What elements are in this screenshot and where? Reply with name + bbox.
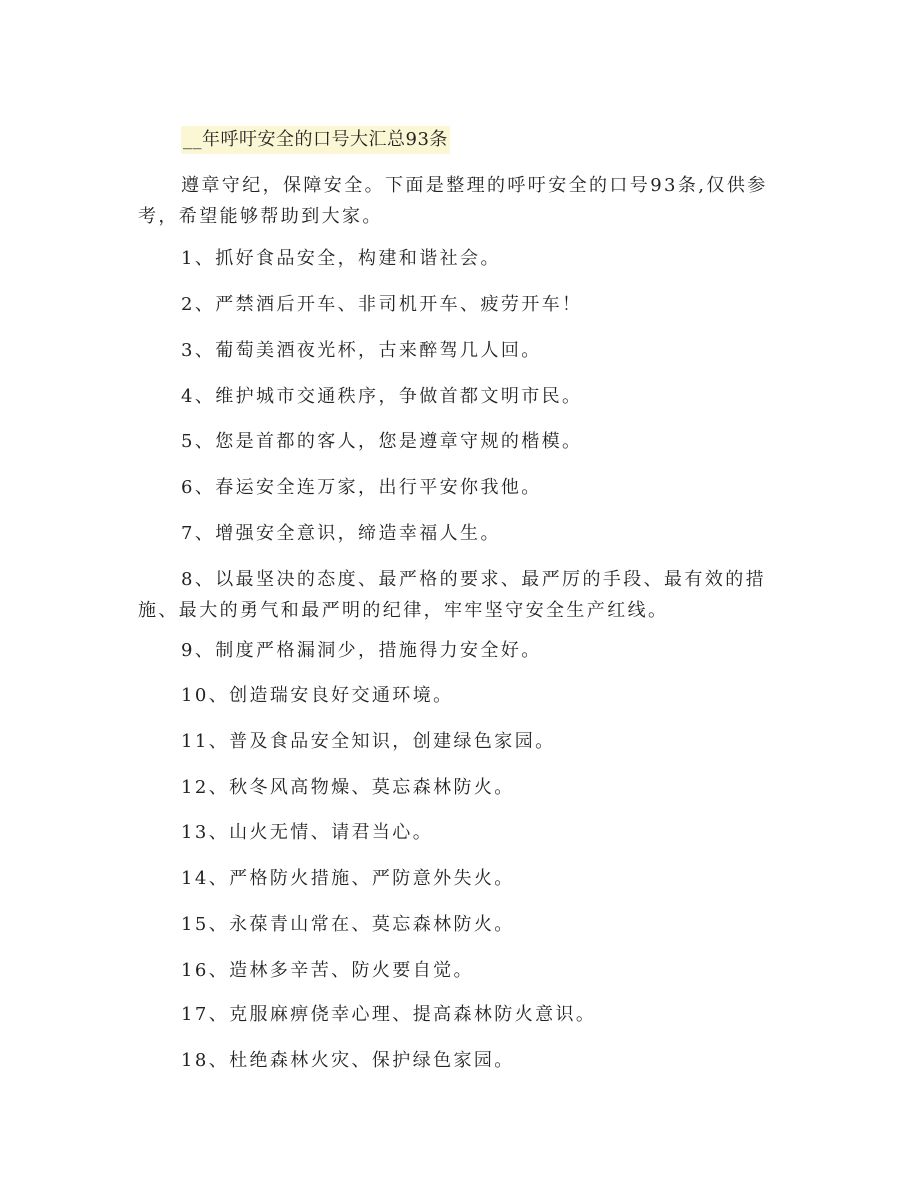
list-item: 6、春运安全连万家，出行平安你我他。 <box>181 477 542 498</box>
list-item: 4、维护城市交通秩序，争做首都文明市民。 <box>181 386 583 407</box>
list-item: 9、制度严格漏洞少，措施得力安全好。 <box>181 640 542 661</box>
list-item: 15、永葆青山常在、莫忘森林防火。 <box>181 914 515 935</box>
list-item: 5、您是首都的客人，您是遵章守规的楷模。 <box>181 431 583 452</box>
list-item: 11、普及食品安全知识，创建绿色家园。 <box>181 731 556 752</box>
document-title: __年呼吁安全的口号大汇总93条 <box>181 126 450 154</box>
list-item: 17、克服麻痹侥幸心理、提高森林防火意识。 <box>181 1004 597 1025</box>
list-item: 3、葡萄美酒夜光杯，古来醉驾几人回。 <box>181 340 542 361</box>
list-item: 14、严格防火措施、严防意外失火。 <box>181 868 515 889</box>
list-item: 2、严禁酒后开车、非司机开车、疲劳开车！ <box>181 294 583 315</box>
intro-paragraph: 遵章守纪，保障安全。下面是整理的呼吁安全的口号93条,仅供参考，希望能够帮助到大家。 <box>138 175 768 227</box>
list-item: 12、秋冬风高物燥、莫忘森林防火。 <box>181 777 515 798</box>
list-item: 18、杜绝森林火灾、保护绿色家园。 <box>181 1050 515 1071</box>
list-item: 13、山火无情、请君当心。 <box>181 822 434 843</box>
list-item: 16、造林多辛苦、防火要自觉。 <box>181 960 474 981</box>
list-item: 7、增强安全意识，缔造幸福人生。 <box>181 523 501 544</box>
list-item: 10、创造瑞安良好交通环境。 <box>181 685 454 706</box>
list-item: 1、抓好食品安全，构建和谐社会。 <box>181 248 501 269</box>
list-item: 8、以最坚决的态度、最严格的要求、最严厉的手段、最有效的措施、最大的勇气和最严明的纪律，牢牢坚守安全生产红线。 <box>138 569 767 621</box>
